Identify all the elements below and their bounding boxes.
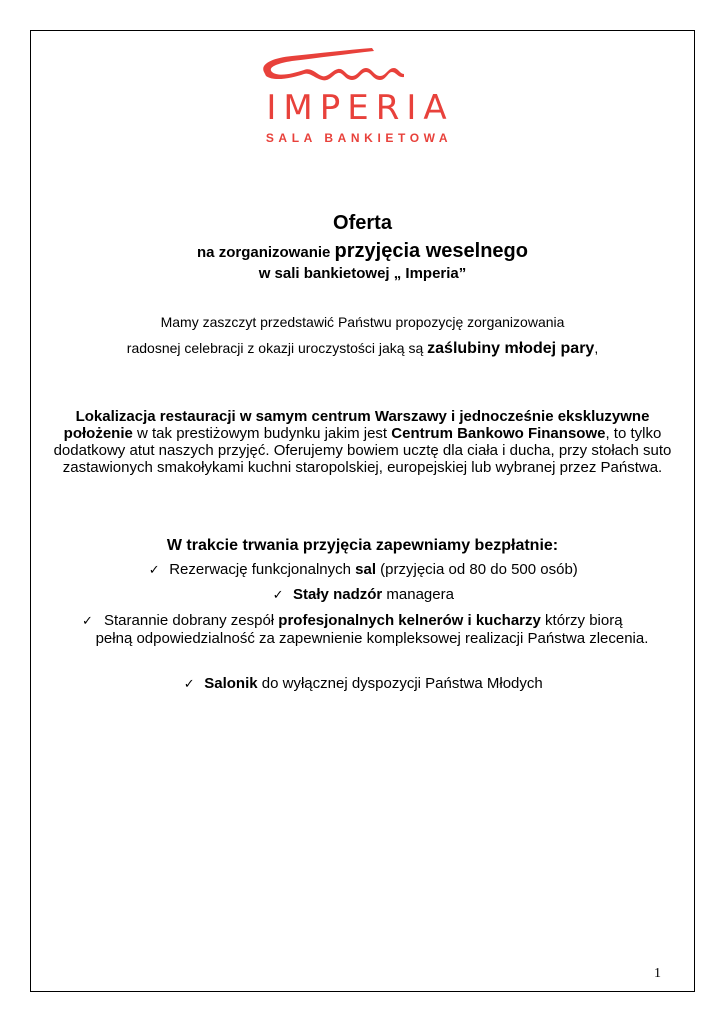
list-item (0, 675, 725, 693)
subtitle-text: na zorganizowanie (197, 244, 335, 261)
item-bold: Stały nadzór (293, 586, 383, 603)
location-bold-2: Centrum Bankowo Finansowe (391, 425, 606, 442)
location-text-1: w tak prestiżowym budynku jakim jest (132, 425, 392, 442)
intro-emphasis: zaślubiny młodej pary (427, 340, 595, 357)
intro-text: radosnej celebracji z okazji uroczystości jaką są (126, 340, 428, 356)
intro-line-1: Mamy zaszczyt przedstawić Państwu propozycję zorganizowania (160, 314, 565, 330)
check-icon: ✓ (148, 563, 160, 578)
logo-subtitle: SALA BANKIETOWA (265, 131, 453, 145)
item-continuation: pełną odpowiedzialność za zapewnienie kompleksowej realizacji Państwa zlecenia. (95, 630, 649, 647)
page-number: 1 (654, 966, 661, 981)
check-icon: ✓ (82, 614, 93, 629)
location-text-2: , to tylko dodatkowy atut naszych przyjęć. Oferujemy bowiem ucztę dla ciała i ducha, przy stołach suto zastawionych smakołykami kuchni staropolskiej, europejskiej lub wybranej przez Państwa. (53, 425, 672, 476)
check-icon: ✓ (183, 677, 195, 692)
venue-line: w sali bankietowej „ Imperia” (258, 265, 467, 282)
subtitle-emphasis: przyjęcia weselnego (334, 240, 528, 262)
check-icon: ✓ (272, 588, 284, 603)
intro-line-2 (40, 337, 685, 360)
list-item (0, 561, 725, 579)
logo-title: IMPERIA (266, 88, 454, 128)
item-text: którzy biorą (540, 612, 623, 629)
item-text: managera (382, 586, 454, 603)
list-item (82, 612, 662, 647)
item-text: Rezerwację funkcjonalnych (169, 561, 356, 578)
list-item (0, 586, 725, 604)
free-services-heading: W trakcie trwania przyjęcia zapewniamy bezpłatnie: (166, 537, 559, 554)
location-bold-1: Lokalizacja restauracji w samym centrum Warszawy i jednocześnie ekskluzywne położenie (63, 408, 650, 442)
item-bold: profesjonalnych kelnerów i kucharzy (278, 612, 541, 629)
item-bold: Salonik (204, 675, 258, 692)
item-bold: sal (355, 561, 376, 578)
document-title: Oferta (333, 212, 392, 234)
intro-comma: , (594, 340, 599, 356)
item-text: do wyłącznej dyspozycji Państwa Młodych (257, 675, 543, 692)
imperia-logo (252, 44, 462, 144)
item-text: Starannie dobrany zespół (104, 612, 279, 629)
location-paragraph (40, 408, 685, 476)
page-border (30, 30, 695, 992)
item-text: (przyjęcia od 80 do 500 osób) (376, 561, 578, 578)
subtitle-line (40, 238, 685, 266)
logo-swoosh-icon (252, 44, 462, 94)
